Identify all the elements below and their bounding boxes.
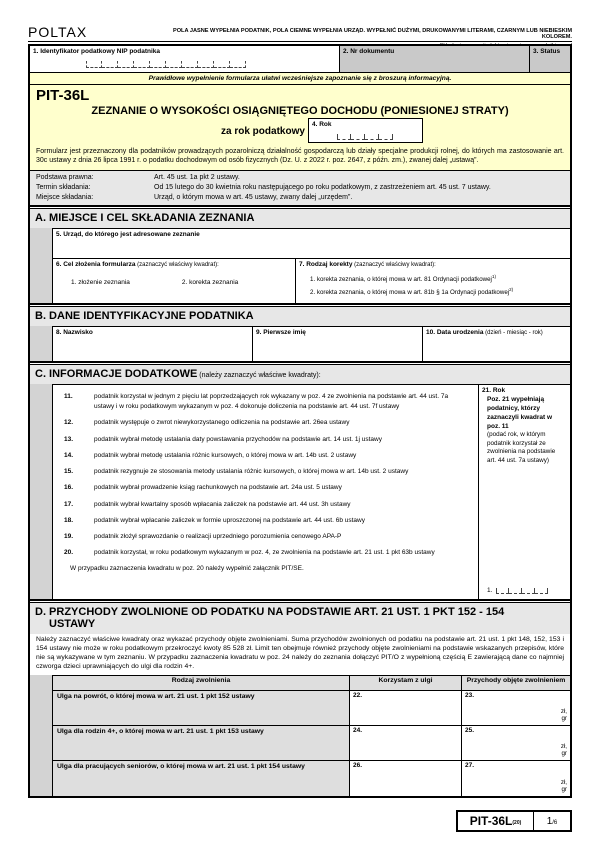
legal-row xyxy=(36,183,564,193)
year-comb-input[interactable] xyxy=(337,134,394,140)
currency-units: zł, gr xyxy=(560,707,567,723)
left-gutter xyxy=(30,326,52,361)
table-row xyxy=(53,761,570,796)
field-7-rodzaj-korekty xyxy=(296,259,570,303)
pit-se-note: W przypadku zaznaczenia kwadratu w poz. 20 należy wypełnić załącznik PIT/SE. xyxy=(70,564,304,572)
legal-row xyxy=(36,193,564,203)
title-block xyxy=(30,85,570,170)
field-25-amount-cell[interactable]: 25. zł, gr xyxy=(462,726,570,760)
table-row xyxy=(53,726,570,761)
footer-page-number: 1 /6 xyxy=(546,815,558,827)
section-c-header: C. INFORMACJE DODATKOWE (należy zaznaczyć właściwe kwadraty): xyxy=(30,365,570,384)
list-item-19[interactable]: 19. podatnik złożył sprawozdanie o realizacji uprzedniego porozumienia cenowego APA-P xyxy=(64,533,342,541)
list-item-12[interactable]: 12. podatnik występuje o zwrot niewykorzystanego odliczenia na podstawie art. 26ea ustawy xyxy=(64,419,350,427)
form-purpose-paragraph: Formularz jest przeznaczony dla podatników prowadzących pozarolniczą działalność gospodarczą lub działy specjalne produkcji rolnej, do których ma zastosowanie art. 30c ustawy z dnia 26 lipca 1991 r. o podatku dochodowym od osób fizycznych (Dz. U. z 2022 r. poz. 2647, z późn. zm.), zwanej dalej „ustawą”. xyxy=(36,148,564,165)
currency-units: zł, gr xyxy=(560,778,567,794)
field-21-entry-prefix: 1. xyxy=(487,587,493,595)
section-b-content xyxy=(30,326,570,361)
field-26-checkbox-cell[interactable]: 26. xyxy=(350,761,462,796)
form-main-title: ZEZNANIE O WYSOKOŚCI OSIĄGNIĘTEGO DOCHODU (PONIESIONEJ STRATY) xyxy=(91,105,509,117)
column-header: Korzystam z ulgi xyxy=(350,676,462,690)
option-zlozenie-zeznania[interactable]: 1. złożenie zeznania xyxy=(71,279,130,287)
relief-label: Ulga na powrót, o której mowa w art. 21 ust. 1 pkt 152 ustawy xyxy=(53,691,350,725)
tax-year-row xyxy=(36,117,564,145)
legal-basis-block xyxy=(30,170,570,205)
table-header-row xyxy=(53,676,570,691)
year-field-label: 4. Rok xyxy=(312,121,332,128)
legal-row-label: Termin składania: xyxy=(36,184,91,192)
form-code-title: PIT-36L xyxy=(36,87,90,104)
section-a-content xyxy=(30,228,570,303)
section-b-header: B. DANE IDENTYFIKACYJNE PODATNIKA xyxy=(30,307,570,326)
column-header: Przychody objęte zwolnieniem xyxy=(466,677,566,685)
left-gutter xyxy=(30,675,52,796)
field-10-data-urodzenia[interactable] xyxy=(423,327,570,361)
table-row xyxy=(53,691,570,726)
option-korekta-art-81b[interactable]: 2. korekta zeznania, o której mowa w art. 81b § 1a Ordynacji podatkowej$^{2)}$ xyxy=(310,286,514,296)
field-21-instruction: (podać rok, w którym podatnik korzystał ze zwolnienia na podstawie art. 44 ust. 7a ustawy) xyxy=(487,431,556,464)
field-21-label: 21. Rok xyxy=(482,387,506,395)
field-6-label: 6. Cel złożenia formularza (zaznaczyć właściwy kwadrat): xyxy=(56,261,219,269)
field-5-label: 5. Urząd, do którego jest adresowane zeznanie xyxy=(56,231,200,239)
legal-row-value: Od 15 lutego do 30 kwietnia roku następującego po roku podatkowym, z zastrzeżeniem art. 45 ust. 7 ustawy. xyxy=(154,184,491,192)
status-field xyxy=(530,46,570,72)
legal-row xyxy=(36,173,564,183)
additional-info-list xyxy=(53,385,478,599)
option-korekta-art-81[interactable]: 1. korekta zeznania, o której mowa w art. 81 Ordynacji podatkowej$^{1)}$ xyxy=(310,274,496,284)
field-9-pierwsze-imie[interactable] xyxy=(253,327,423,361)
document-number-field xyxy=(340,46,530,72)
left-gutter xyxy=(30,228,52,303)
form-body xyxy=(28,44,572,798)
field-9-label: 9. Pierwsze imię xyxy=(256,329,306,337)
list-item-15[interactable]: 15. podatnik rezygnuje ze stosowania metody ustalania różnic kursowych, o której mowa w art. 14b ust. 2 ustawy xyxy=(64,468,409,476)
document-number-label: 2. Nr dokumentu xyxy=(343,48,395,55)
list-item-17[interactable]: 17. podatnik wybrał kwartalny sposób wpłacania zaliczek na podstawie art. 44 ust. 3h ustawy xyxy=(64,500,351,508)
tax-year-caption: za rok podatkowy xyxy=(221,126,305,137)
legal-row-value: Urząd, o którym mowa w art. 45 ustawy, zwany dalej „urzędem”. xyxy=(154,194,353,202)
year-field[interactable] xyxy=(308,118,423,143)
legal-row-value: Art. 45 ust. 1a pkt 2 ustawy. xyxy=(154,173,240,181)
field-8-nazwisko[interactable] xyxy=(53,327,253,361)
fill-instructions-notice: POLA JASNE WYPEŁNIA PODATNIK, POLA CIEMNE WYPEŁNIA URZĄD. WYPEŁNIĆ DUŻYMI, DRUKOWANYMI LITERAMI, CZARNYM LUB NIEBIESKIM KOLOREM. xyxy=(172,28,572,40)
info-banner: Prawidłowe wypełnienie formularza ułatwi wcześniejsze zapoznanie się z broszurą informacyjną. xyxy=(30,73,570,85)
list-item-13[interactable]: 13. podatnik wybrał metodę ustalania daty powstawania przychodów na podstawie art. 14 ust. 1j ustawy xyxy=(64,435,382,443)
field-21-rok[interactable] xyxy=(478,385,570,599)
nip-field-label: 1. Identyfikator podatkowy NIP podatnika xyxy=(33,48,161,55)
list-item-16[interactable]: 16. podatnik wybrał prowadzenie ksiąg rachunkowych na podstawie art. 24a ust. 5 ustawy xyxy=(64,484,342,492)
page-footer-box xyxy=(456,810,572,832)
field-5-urzad[interactable] xyxy=(53,229,570,259)
identification-row xyxy=(30,46,570,73)
list-item-14[interactable]: 14. podatnik wybrał metodę ustalania różnic kursowych, o której mowa w art. 14b ust. 2 ustawy xyxy=(64,451,357,459)
poltax-logo: POLTAX xyxy=(28,24,88,40)
column-header: Rodzaj zwolnienia xyxy=(53,676,350,690)
field-8-label: 8. Nazwisko xyxy=(56,329,93,337)
relief-label: Ulga dla rodzin 4+, o której mowa w art. 21 ust. 1 pkt 153 ustawy xyxy=(53,726,350,760)
section-a-header: A. MIEJSCE I CEL SKŁADANIA ZEZNANIA xyxy=(30,209,570,228)
field-23-amount-cell[interactable]: 23. zł, gr xyxy=(462,691,570,725)
legal-row-label: Miejsce składania: xyxy=(36,194,94,202)
field-22-checkbox-cell[interactable]: 22. xyxy=(350,691,462,725)
field-7-label: 7. Rodzaj korekty (zaznaczyć właściwy kwadrat): xyxy=(299,261,436,269)
section-d-table xyxy=(30,675,570,796)
field-10-label: 10. Data urodzenia (dzień - miesiąc - rok) xyxy=(426,329,543,337)
section-d-header: D. PRZYCHODY ZWOLNIONE OD PODATKU NA PODSTAWIE ART. 21 UST. 1 PKT 152 - 154 USTAWY xyxy=(30,603,570,634)
field-21-instruction-bold: Poz. 21 wypełniają podatnicy, którzy zaznaczyli kwadrat w poz. 11 xyxy=(487,396,553,430)
field-6-cel-zlozenia xyxy=(53,259,296,303)
field-21-comb-input[interactable] xyxy=(496,588,548,594)
field-24-checkbox-cell[interactable]: 24. xyxy=(350,726,462,760)
left-gutter xyxy=(30,384,52,599)
legal-row-label: Podstawa prawna: xyxy=(36,173,94,181)
currency-units: zł, gr xyxy=(560,742,567,758)
nip-comb-input[interactable] xyxy=(86,61,246,68)
list-item-20[interactable]: 20. podatnik korzystał, w roku podatkowym wykazanym w poz. 4, ze zwolnienia na podstawie art. 21 ust. 1 pkt 63b ustawy xyxy=(64,549,435,557)
footer-form-code: PIT-36L (20) xyxy=(458,812,534,830)
status-label: 3. Status xyxy=(533,48,561,55)
relief-label: Ulga dla pracujących seniorów, o której mowa w art. 21 ust. 1 pkt 154 ustawy xyxy=(53,761,350,796)
nip-field[interactable] xyxy=(30,46,340,72)
field-27-amount-cell[interactable]: 27. zł, gr xyxy=(462,761,570,796)
option-korekta-zeznania[interactable]: 2. korekta zeznania xyxy=(181,279,239,287)
section-c-content xyxy=(30,384,570,599)
list-item-11[interactable]: 11. podatnik korzystał w jednym z pięciu lat poprzedzających rok wykazany w poz. 4 ze zwolnienia na podstawie art. 44 ust. 7a ustawy i w roku podatkowym wykazanym w poz. 4 dokonuje doliczenia na podstawie art. 44 ust. 7f ustawy xyxy=(64,393,449,411)
list-item-18[interactable]: 18. podatnik wybrał wpłacanie zaliczek w formie uproszczonej na podstawie art. 44 ust. 6b ustawy xyxy=(64,516,365,524)
section-d-intro: Należy zaznaczyć właściwe kwadraty oraz wykazać przychody objęte zwolnieniami. Suma przychodów zwolnionych od podatku na podstawie art. 21 ust. 1 pkt 148, 152, 153 i 154 ustawy nie może w roku podatkowym przekroczyć kwoty 85 528 zł. Limit ten obejmuje również przychody objęte zwolnieniami na podstawie wskazanych przepisów, które nie są wykazywane w tym zeznaniu. W przypadku zaznaczenia kwadratu w poz. 24 należy do zeznania dołączyć PIT/O z wypełnioną częścią E zawierającą dane co najmniej czworga dzieci uprawniających do ulgi dla rodzin 4+. xyxy=(30,634,570,675)
